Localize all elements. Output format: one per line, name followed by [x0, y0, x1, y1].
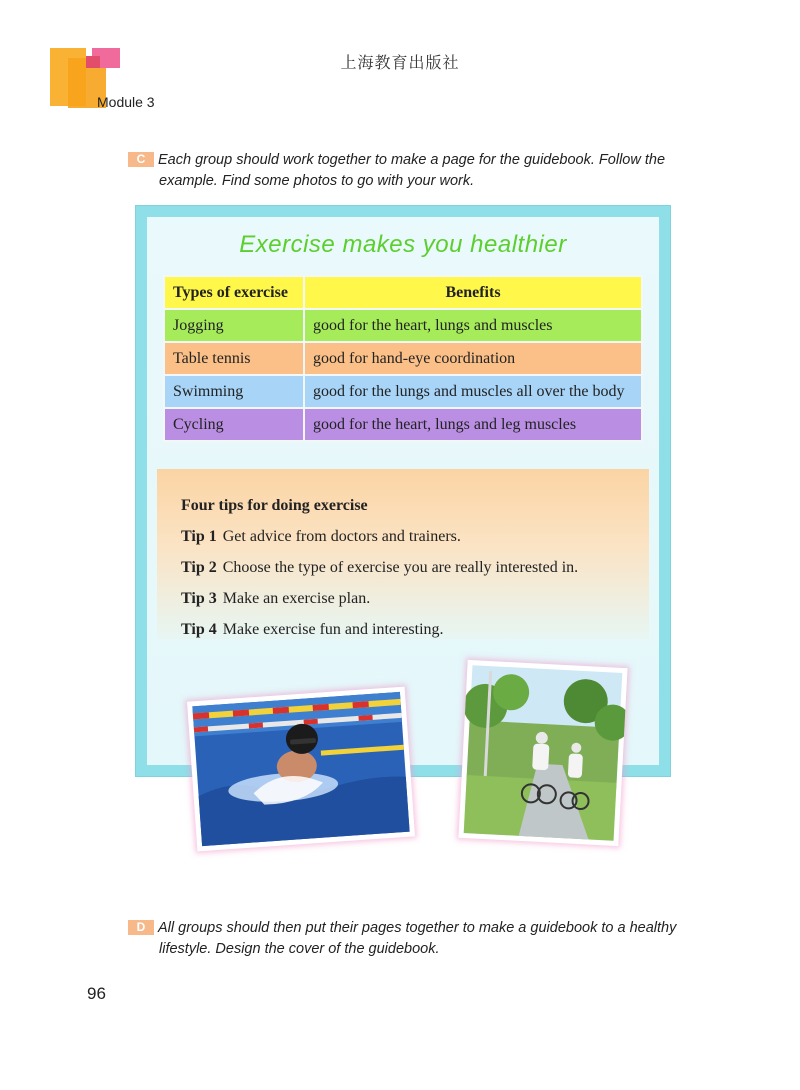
tip-item [181, 621, 444, 639]
exercise-type: Jogging [164, 309, 304, 342]
tip-text: Get advice from doctors and trainers. [222, 528, 461, 545]
exercise-benefit: good for the lungs and muscles all over the body [304, 375, 642, 408]
tip-label: Tip 2 [181, 559, 217, 576]
swimming-photo [187, 687, 415, 852]
exercise-benefit: good for the heart, lungs and muscles [304, 309, 642, 342]
table-row [164, 342, 642, 375]
cycling-photo [458, 660, 627, 846]
table-header-row [164, 276, 642, 309]
instruction-badge-c: C [128, 152, 154, 167]
exercise-table [163, 275, 643, 442]
tips-title: Four tips for doing exercise [181, 497, 368, 514]
tip-text: Make an exercise plan. [222, 590, 371, 607]
exercise-benefit: good for hand-eye coordination [304, 342, 642, 375]
table-row [164, 309, 642, 342]
exercise-type: Cycling [164, 408, 304, 441]
tip-text: Choose the type of exercise you are really interested in. [222, 559, 579, 576]
tip-label: Tip 1 [181, 528, 217, 545]
exercise-type: Swimming [164, 375, 304, 408]
instruction-badge-d: D [128, 920, 154, 935]
instruction-c-line1: Each group should work together to make a page for the guidebook. Follow the [158, 152, 666, 168]
guidebook-title: Exercise makes you healthier [239, 231, 567, 258]
tip-item [181, 590, 370, 608]
tip-text: Make exercise fun and interesting. [222, 621, 444, 638]
tip-item [181, 559, 578, 577]
tip-item [181, 528, 461, 546]
exercise-benefit: good for the heart, lungs and leg muscles [304, 408, 642, 441]
publisher-name: 上海教育出版社 [340, 53, 460, 72]
page-number: 96 [87, 984, 106, 1003]
exercise-type: Table tennis [164, 342, 304, 375]
tips-box [157, 469, 649, 639]
tip-label: Tip 4 [181, 621, 217, 638]
instruction-d [128, 918, 688, 960]
module-label: Module 3 [97, 94, 155, 110]
header-types-of-exercise: Types of exercise [164, 276, 304, 309]
table-row [164, 375, 642, 408]
instruction-d-line2: lifestyle. Design the cover of the guidebook. [159, 941, 440, 957]
table-row [164, 408, 642, 441]
header-benefits: Benefits [304, 276, 642, 309]
instruction-d-line1: All groups should then put their pages together to make a guidebook to a healthy [158, 920, 677, 936]
tip-label: Tip 3 [181, 590, 217, 607]
instruction-c-line2: example. Find some photos to go with your work. [159, 173, 475, 189]
instruction-c [128, 150, 688, 192]
